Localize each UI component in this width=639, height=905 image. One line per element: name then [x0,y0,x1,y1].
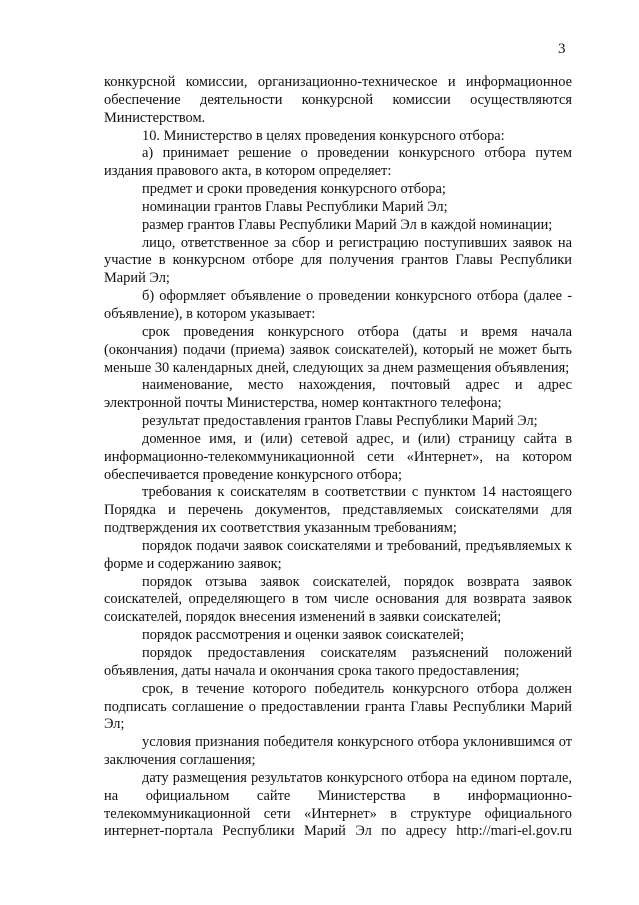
page-number: 3 [558,41,566,57]
paragraph: результат предоставления грантов Главы Республики Марий Эл; [142,413,538,430]
paragraph: доменное имя, и (или) сетевой адрес, и (или) страницу сайта в информационно-телекоммуникационной сети «Интернет», на котором обеспечивается проведение конкурсного отбора; [104,430,572,483]
paragraph: условия признания победителя конкурсного отбора уклонившимся от заключения соглашения; [104,734,572,769]
document-body [104,74,572,841]
paragraph: требования к соискателям в соответствии с пунктом 14 настоящего Порядка и перечень документов, представляемых соискателями для подтверждения их соответствия указанным требованиям; [104,484,572,537]
paragraph: 10. Министерство в целях проведения конкурсного отбора: [142,127,505,144]
paragraph: срок, в течение которого победитель конкурсного отбора должен подписать соглашение о предоставлении гранта Главы Республики Марий Эл; [104,680,572,733]
paragraph: порядок предоставления соискателям разъяснений положений объявления, даты начала и окончания срока такого предоставления; [104,645,572,679]
paragraph: предмет и сроки проведения конкурсного отбора; [142,181,446,198]
paragraph: порядок подачи заявок соискателями и требований, предъявляемых к форме и содержанию заявок; [104,537,572,572]
paragraph: б) оформляет объявление о проведении конкурсного отбора (далее - объявление), в котором указывает: [104,288,572,322]
paragraph: номинации грантов Главы Республики Марий Эл; [142,198,448,215]
paragraph: дату размещения результатов конкурсного отбора на едином портале, на официальном сайте Министерства в информационно-телекоммуникационной сети «Интернет» в структуре официального интернет-портала Республики Марий Эл по адресу http://mari-el.gov.ru [104,769,572,840]
paragraph: размер грантов Главы Республики Марий Эл в каждой номинации; [142,216,553,233]
paragraph: наименование, место нахождения, почтовый адрес и адрес электронной почты Министерства, номер контактного телефона; [104,377,572,412]
paragraph: лицо, ответственное за сбор и регистрацию поступивших заявок на участие в конкурсном отборе для получения грантов Главы Республики Марий Эл; [104,234,572,287]
paragraph: конкурсной комиссии, организационно-техническое и информационное обеспечение деятельности конкурсной комиссии осуществляются Министерством. [104,74,572,126]
paragraph: а) принимает решение о проведении конкурсного отбора путем издания правового акта, в котором определяет: [104,145,572,180]
paragraph: срок проведения конкурсного отбора (даты и время начала (окончания) подачи (приема) заявок соискателей), который не может быть меньше 30 календарных дней, следующих за днем размещения объявления; [104,323,572,376]
paragraph: порядок рассмотрения и оценки заявок соискателей; [142,627,465,644]
paragraph: порядок отзыва заявок соискателей, порядок возврата заявок соискателей, определяющего в том числе основания для возврата заявок соискателей, порядок внесения изменений в заявки соискателей; [104,573,572,626]
